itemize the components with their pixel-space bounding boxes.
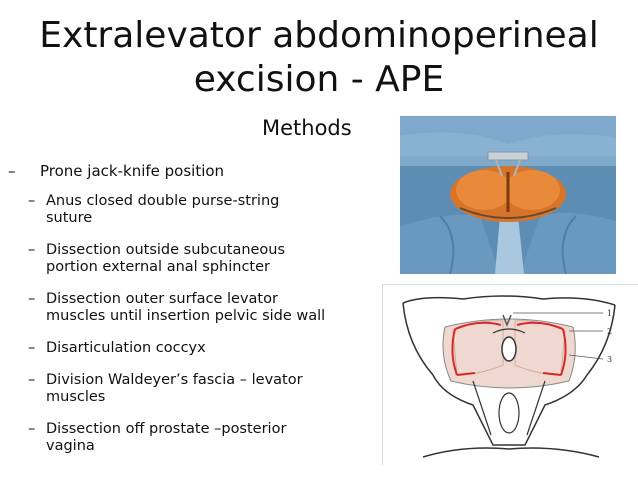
diagram-label-1: 1 [607,309,613,318]
sub-bullet-line: muscles until insertion pelvic side wall [46,308,326,324]
slide-title [0,14,638,102]
sub-bullet-line: vagina [46,438,95,454]
main-bullet [8,162,224,180]
sub-bullet [28,340,368,357]
surgical-photo [400,116,616,274]
slide-title-line-2: excision - APE [193,59,445,100]
slide-subtitle: Methods [262,116,352,140]
surgical-photo-image [400,116,616,274]
sub-bullet [28,421,368,455]
bullet-dash: – [8,162,16,180]
main-bullet-text: Prone jack-knife position [40,162,225,180]
sub-bullet-line: – Dissection outer surface levator [46,291,278,307]
slide-title-line-1: Extralevator abdominoperineal [39,15,599,56]
sub-bullet-line: suture [46,210,93,226]
sub-bullet-line: muscles [46,389,106,405]
sub-bullet-list [28,193,368,470]
sub-bullet-line: – Dissection outside subcutaneous [46,242,286,258]
diagram-label-2: 2 [607,327,613,336]
sub-bullet [28,372,368,406]
pelvic-diagram [382,284,638,465]
diagram-label-3: 3 [607,355,613,364]
sub-bullet [28,193,368,227]
sub-bullet-line: – Disarticulation coccyx [46,340,206,356]
sub-bullet [28,291,368,325]
sub-bullet-line: – Anus closed double purse-string [46,193,280,209]
sub-bullet-line: portion external anal sphincter [46,259,270,275]
sub-bullet-line: – Division Waldeyer’s fascia – levator [46,372,303,388]
sub-bullet-line: – Dissection off prostate –posterior [46,421,287,437]
pelvic-diagram-image [383,285,638,465]
sub-bullet [28,242,368,276]
